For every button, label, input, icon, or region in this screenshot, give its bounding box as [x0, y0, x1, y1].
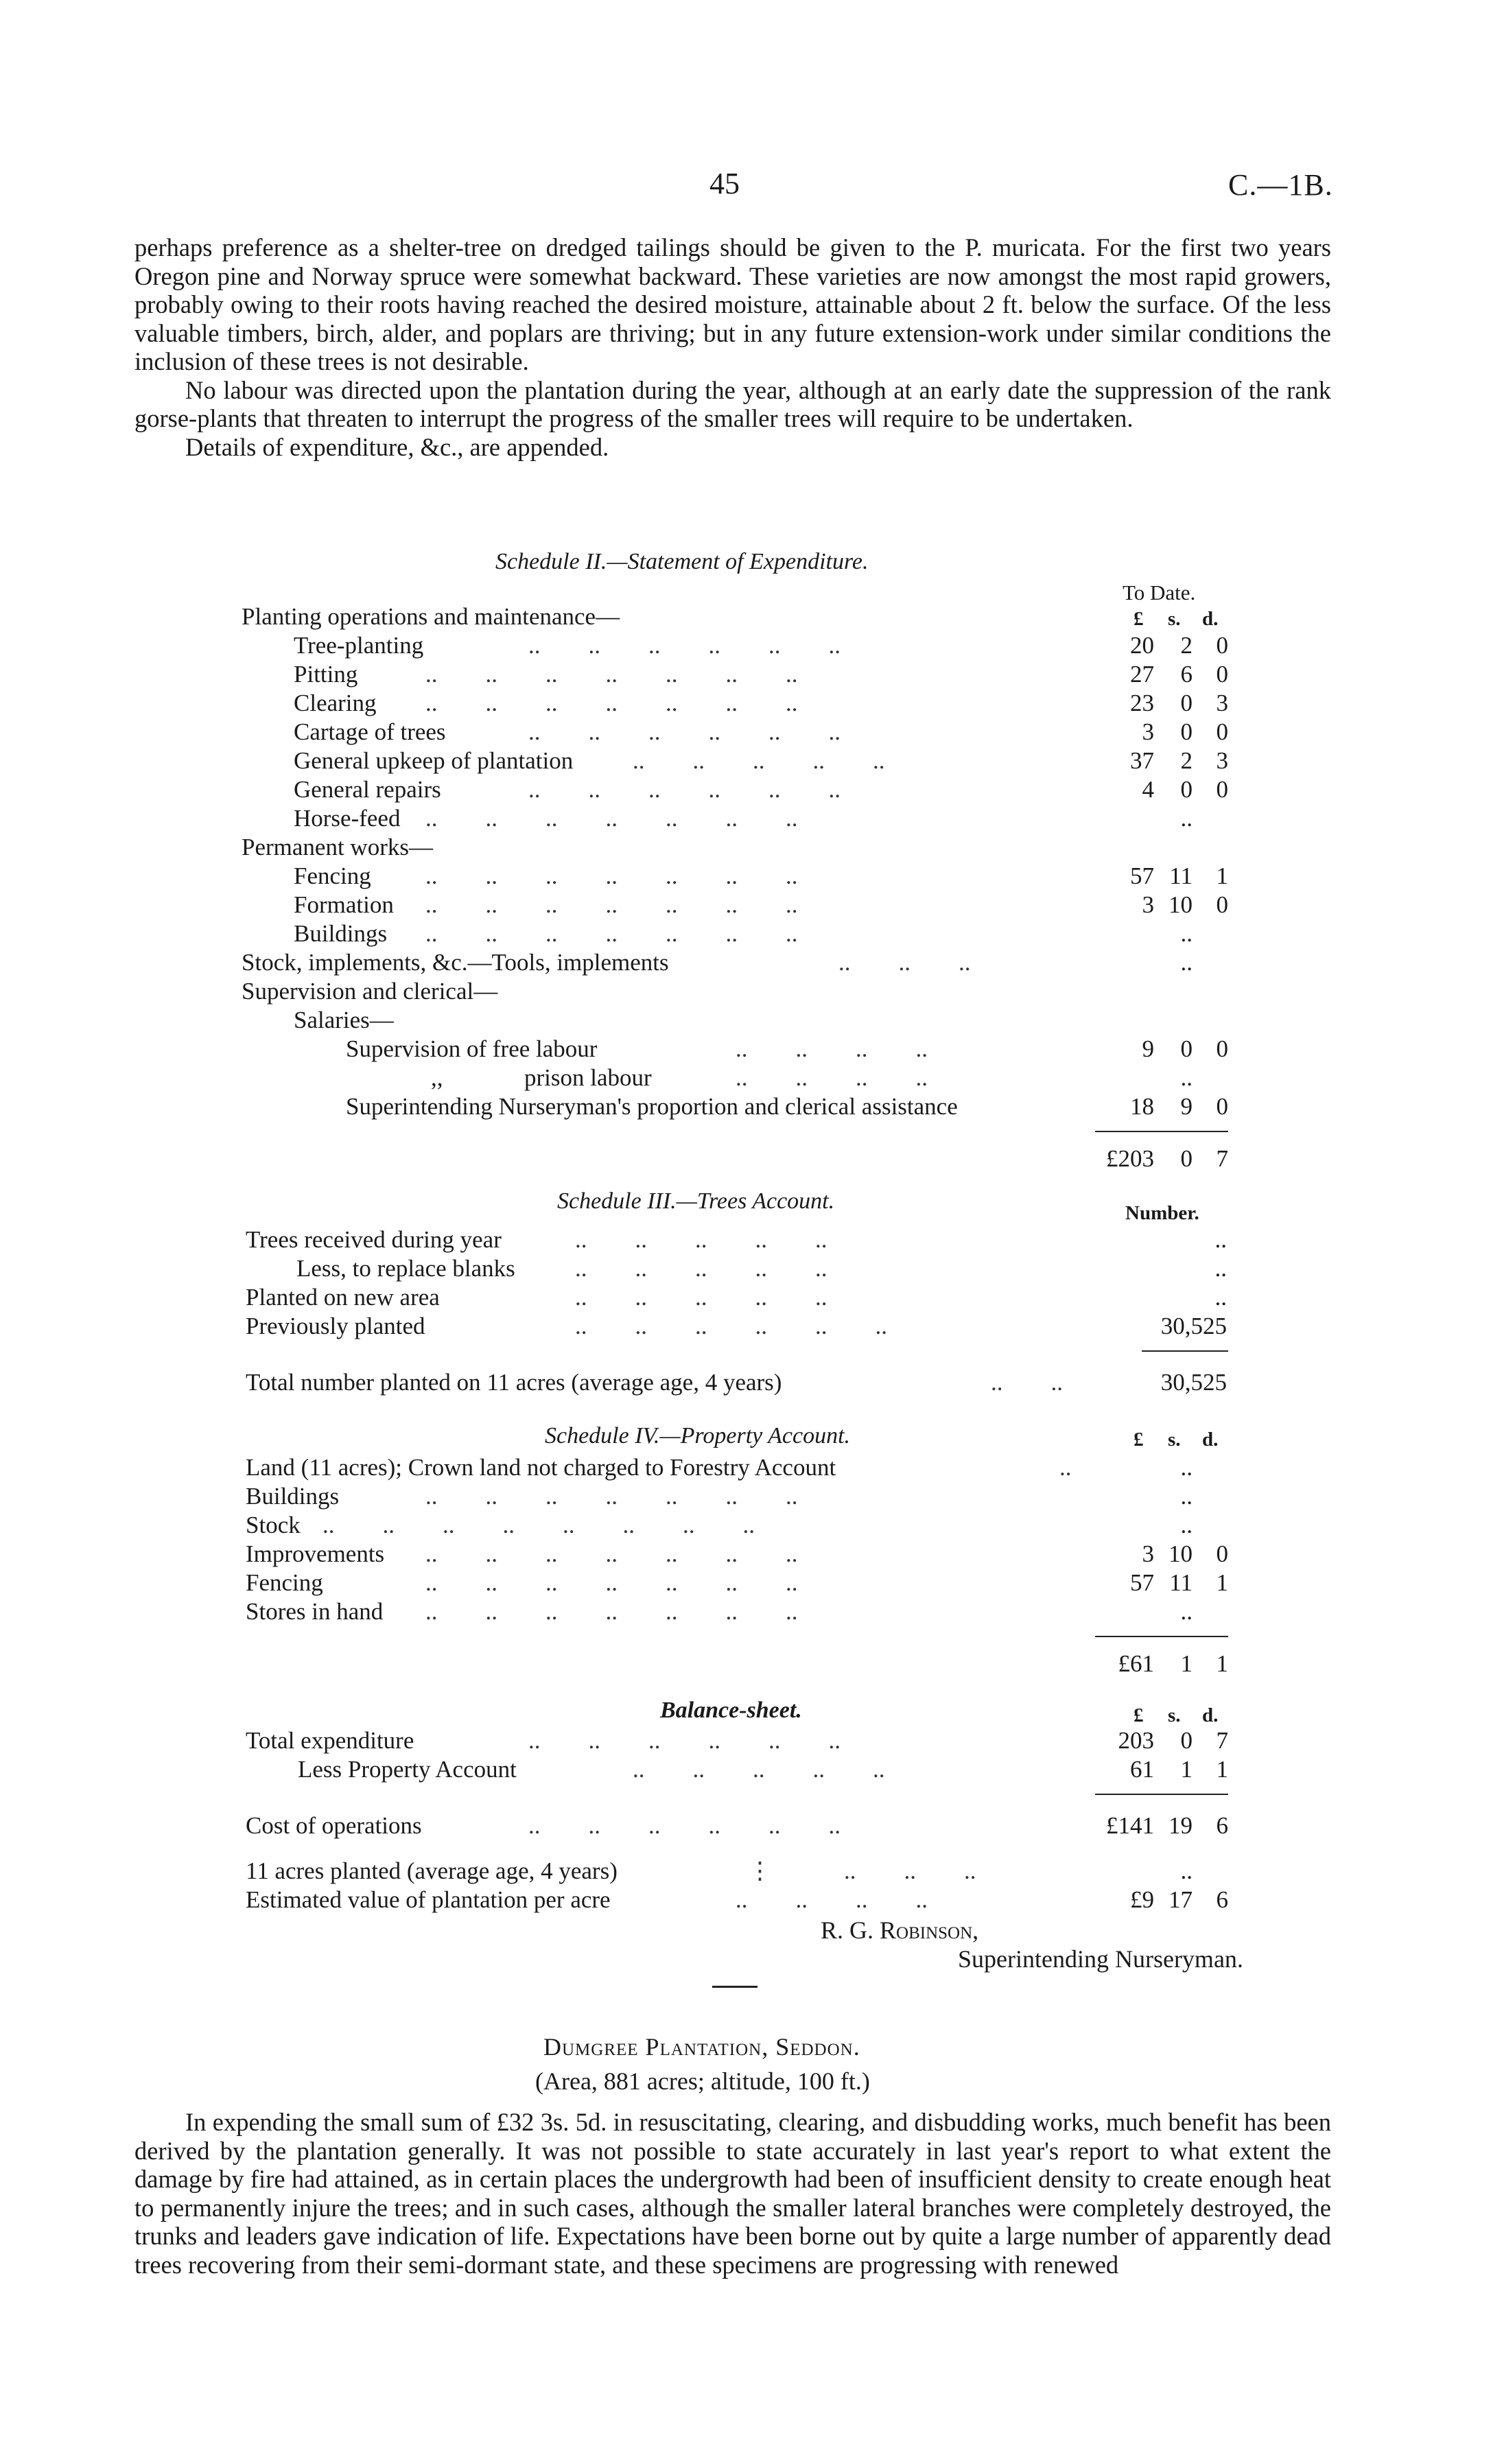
amount-pence: 1 — [1216, 863, 1228, 889]
col-pence: d. — [1202, 608, 1219, 630]
dumgree-subheading: (Area, 881 acres; altitude, 100 ft.) — [535, 2067, 870, 2095]
table-row: Cartage of trees .. .. .. .. .. .. 3 0 0 — [294, 718, 1228, 745]
amount-shillings: 11 — [1169, 1569, 1193, 1596]
tree-count: .. — [1214, 1284, 1227, 1311]
amount-pence: 3 — [1216, 747, 1228, 774]
table-row: Planted on new area .. .. .. .. .. .. — [246, 1284, 1227, 1311]
row-label: Trees received during year — [246, 1226, 502, 1253]
amount-shillings: 19 — [1169, 1812, 1193, 1839]
table-row — [0, 833, 1491, 862]
row-label: General upkeep of plantation — [294, 747, 574, 774]
table-row — [0, 602, 1491, 631]
total-row: Total number planted on 11 acres (average age, 4 years) .. .. 30,525 — [246, 1369, 1227, 1396]
amount-pence: 0 — [1216, 718, 1228, 745]
amount-pence: 6 — [1216, 1886, 1228, 1913]
signatory-title: Superintending Nurseryman. — [958, 1945, 1243, 1973]
table-row: Previously planted .. .. .. .. .. .. 30,525 — [246, 1313, 1227, 1339]
row-label: Fencing — [246, 1569, 323, 1596]
total-pence: 1 — [1216, 1650, 1228, 1677]
document-reference: C.—1B. — [1228, 168, 1333, 202]
col-shillings: s. — [1168, 608, 1181, 630]
row-label: Stock, implements, &c.—Tools, implements — [242, 949, 669, 976]
amount-pounds: 23 — [1130, 690, 1154, 716]
row-label: General repairs — [294, 776, 441, 803]
amount-pounds: 57 — [1130, 863, 1154, 889]
section-divider — [712, 1986, 758, 1988]
tree-count: 30,525 — [1160, 1313, 1227, 1339]
total-row — [0, 1650, 1491, 1678]
amount-pounds: 18 — [1130, 1093, 1154, 1120]
row-label: Cartage of trees — [294, 718, 446, 745]
row-label: Supervision of free labour — [346, 1035, 598, 1062]
amount-pence: 1 — [1216, 1569, 1228, 1596]
table-row: Less, to replace blanks .. .. .. .. .. .. — [296, 1255, 1227, 1282]
col-pence: d. — [1202, 1704, 1219, 1726]
row-label: Less, to replace blanks — [296, 1255, 515, 1282]
amount-pounds: 4 — [1142, 776, 1154, 803]
amount-pounds: 20 — [1130, 632, 1154, 659]
table-row: Horse-feed .. .. .. .. .. .. .. .. — [294, 805, 1193, 832]
col-pounds: £ — [1134, 1704, 1144, 1726]
col-pounds: £ — [1134, 608, 1144, 630]
table-row: Stock, implements, &c.—Tools, implements .. .. .. .. — [242, 949, 1193, 976]
table-row — [0, 1006, 1491, 1035]
cost-row: Cost of operations .. .. .. .. .. .. £141 19 6 — [246, 1812, 1228, 1839]
row-label: Total number planted on 11 acres (average age, 4 years) — [246, 1369, 782, 1396]
table-row — [0, 977, 1491, 1006]
amount-shillings: 2 — [1180, 632, 1193, 659]
table-row: Supervision of free labour .. .. .. .. 9 0 0 — [346, 1035, 1228, 1062]
signatory-name: R. G. Robinson, — [821, 1916, 979, 1944]
amount-pence: 0 — [1216, 1540, 1228, 1567]
amount-shillings: 6 — [1180, 661, 1193, 688]
amount-pence: 7 — [1216, 1727, 1228, 1754]
to-date-header: To Date. — [1123, 580, 1196, 605]
tree-count-total: 30,525 — [1160, 1369, 1227, 1396]
col-shillings: s. — [1168, 1429, 1181, 1451]
row-label: Tree-planting — [294, 632, 424, 659]
amount-blank: .. — [1180, 1454, 1193, 1481]
amount-blank: .. — [1180, 920, 1193, 947]
amount-pounds: 37 — [1130, 747, 1154, 774]
amount-shillings: 0 — [1180, 690, 1193, 716]
table-row: Improvements .. .. .. .. .. .. .. 3 10 0 — [246, 1540, 1228, 1567]
amount-pence: 6 — [1216, 1812, 1228, 1839]
amount-shillings: 0 — [1180, 718, 1193, 745]
number-header: Number. — [1125, 1202, 1199, 1224]
table-row: Stock .. .. .. .. .. .. .. .. .. — [246, 1512, 1193, 1538]
amount-pence: 0 — [1216, 776, 1228, 803]
amount-blank: .. — [1180, 1483, 1193, 1510]
total-shillings: 0 — [1180, 1145, 1193, 1172]
intro-paragraph-1: perhaps preference as a shelter-tree on dredged tailings should be given to the P. muricata. For the first two years Oregon pine and Norway spruce were somewhat backward. These varieties are now amongst the most rapid growers, probably owing to their roots having reached the desired moisture, attainable about 2 ft. below the surface. Of the less valuable timbers, birch, alder, and poplars are thriving; but in any future extension-work under similar conditions the inclusion of these trees is not desirable. — [134, 233, 1331, 375]
total-pounds: £61 — [1118, 1650, 1154, 1677]
row-label: Buildings — [246, 1483, 340, 1510]
amount-shillings: 10 — [1169, 891, 1193, 918]
table-row: Total expenditure .. .. .. .. .. .. 203 0 7 — [246, 1727, 1228, 1754]
amount-pounds: 203 — [1118, 1727, 1154, 1754]
row-label: prison labour — [524, 1064, 652, 1091]
amount-pence: 0 — [1216, 632, 1228, 659]
amount-blank: .. — [1180, 1064, 1193, 1091]
amount-pence: 0 — [1216, 1093, 1228, 1120]
amount-pounds: £9 — [1130, 1886, 1154, 1913]
rule-line — [1095, 1131, 1228, 1132]
col-shillings: s. — [1168, 1704, 1181, 1726]
row-label: Pitting — [294, 661, 358, 688]
intro-text — [134, 233, 1331, 461]
tree-count: .. — [1214, 1255, 1227, 1282]
row-label: Buildings — [294, 920, 388, 947]
amount-blank: .. — [1180, 1857, 1193, 1884]
row-label: Estimated value of plantation per acre — [246, 1886, 611, 1913]
table-row: Less Property Account .. .. .. .. .. 61 1 1 — [298, 1756, 1228, 1783]
amount-pounds: 9 — [1142, 1035, 1154, 1062]
intro-paragraph-2: No labour was directed upon the plantation during the year, although at an early date the suppression of the rank gorse-plants that threaten to interrupt the progress of the smaller trees will require to be undertaken. — [134, 375, 1331, 432]
amount-shillings: 0 — [1180, 1035, 1193, 1062]
row-label: Planted on new area — [246, 1284, 440, 1311]
table-row: Fencing .. .. .. .. .. .. .. 57 11 1 — [294, 863, 1228, 889]
schedule-2-title: Schedule II.—Statement of Expenditure. — [495, 549, 869, 574]
rule-line — [1095, 1636, 1228, 1637]
row-label: Stock — [246, 1512, 301, 1538]
row-label: Supervision and clerical— — [242, 978, 498, 1005]
table-row: Buildings .. .. .. .. .. .. .. .. — [246, 1483, 1193, 1510]
amount-pounds: 61 — [1130, 1756, 1154, 1783]
table-row: Buildings .. .. .. .. .. .. .. .. — [294, 920, 1193, 947]
total-pence: 7 — [1216, 1145, 1228, 1172]
row-label: Salaries— — [294, 1007, 394, 1033]
table-row: Trees received during year .. .. .. .. .. .. — [246, 1226, 1227, 1253]
balance-sheet-title: Balance-sheet. — [660, 1698, 802, 1723]
row-label: Less Property Account — [298, 1756, 517, 1783]
row-label: Horse-feed — [294, 805, 401, 832]
row-label: Stores in hand — [246, 1598, 384, 1625]
row-label: Clearing — [294, 690, 377, 716]
row-label: Improvements — [246, 1540, 385, 1567]
ditto-mark: ,, — [431, 1064, 443, 1091]
intro-paragraph-3: Details of expenditure, &c., are appended. — [185, 432, 609, 461]
amount-pence: 1 — [1216, 1756, 1228, 1783]
tree-count: .. — [1214, 1226, 1227, 1253]
amount-blank: .. — [1180, 805, 1193, 832]
table-row: General upkeep of plantation .. .. .. .. .. 37 2 3 — [294, 747, 1228, 774]
amount-shillings: 2 — [1180, 747, 1193, 774]
table-row: Estimated value of plantation per acre .. .. .. .. £9 17 6 — [246, 1886, 1228, 1913]
row-label: Cost of operations — [246, 1812, 422, 1839]
amount-shillings: 0 — [1180, 1727, 1193, 1754]
row-label: Fencing — [294, 863, 371, 889]
amount-shillings: 11 — [1169, 863, 1193, 889]
amount-blank: .. — [1180, 1598, 1193, 1625]
amount-pounds: 3 — [1142, 1540, 1154, 1567]
page-number: 45 — [709, 167, 740, 200]
table-row: ,, prison labour .. .. .. .. .. — [431, 1064, 1193, 1091]
amount-pence: 0 — [1216, 891, 1228, 918]
table-row: Clearing .. .. .. .. .. .. .. 23 0 3 — [294, 690, 1228, 716]
dumgree-heading: Dumgree Plantation, Seddon. — [543, 2033, 860, 2061]
amount-shillings: 10 — [1169, 1540, 1193, 1567]
amount-pence: 0 — [1216, 661, 1228, 688]
table-row: Fencing .. .. .. .. .. .. .. 57 11 1 — [246, 1569, 1228, 1596]
row-label: Superintending Nurseryman's proportion and clerical assistance — [346, 1093, 958, 1120]
table-row — [0, 1092, 1491, 1121]
amount-pounds: £141 — [1106, 1812, 1154, 1839]
schedule-4-title: Schedule IV.—Property Account. — [545, 1423, 851, 1448]
amount-pounds: 3 — [1142, 718, 1154, 745]
dumgree-paragraph-1: In expending the small sum of £32 3s. 5d. in resuscitating, clearing, and disbudding works, much benefit has been derived by the plantation generally. It was not possible to state accurately in last year's report to what extent the damage by fire had attained, as in certain places the undergrowth had been of insufficient density to create enough heat to permanently injure the trees; and in such cases, although the smaller lateral branches were completely destroyed, the trunks and leaders gave indication of life. Expectations have been borne out by quite a large number of apparently dead trees recovering from their semi-dormant state, and these specimens are progressing with renewed — [134, 2108, 1331, 2279]
col-pounds: £ — [1134, 1429, 1144, 1451]
table-row: General repairs .. .. .. .. .. .. 4 0 0 — [294, 776, 1228, 803]
row-label: Previously planted — [246, 1313, 425, 1339]
table-row: Formation .. .. .. .. .. .. .. 3 10 0 — [294, 891, 1228, 918]
amount-shillings: 9 — [1180, 1093, 1193, 1120]
amount-pence: 3 — [1216, 690, 1228, 716]
table-row: Tree-planting .. .. .. .. .. .. 20 2 0 — [294, 632, 1228, 659]
amount-blank: .. — [1180, 1512, 1193, 1538]
total-pounds: £203 — [1106, 1145, 1154, 1172]
row-label: Permanent works— — [242, 834, 433, 860]
rule-line — [1142, 1350, 1228, 1352]
row-label: Formation — [294, 891, 394, 918]
table-row: 11 acres planted (average age, 4 years) ⋮ .. .. .. .. — [246, 1857, 1193, 1884]
table-row: Stores in hand .. .. .. .. .. .. .. .. — [246, 1598, 1193, 1625]
table-row: Pitting .. .. .. .. .. .. .. 27 6 0 — [294, 661, 1228, 688]
row-label: 11 acres planted (average age, 4 years) — [246, 1857, 618, 1884]
table-row: Land (11 acres); Crown land not charged to Forestry Account .. .. — [246, 1454, 1193, 1481]
amount-blank: .. — [1180, 949, 1193, 976]
rule-line — [1095, 1794, 1228, 1795]
amount-pence: 0 — [1216, 1035, 1228, 1062]
amount-pounds: 57 — [1130, 1569, 1154, 1596]
total-row — [0, 1145, 1491, 1173]
row-label: Total expenditure — [246, 1727, 414, 1754]
row-label: Planting operations and maintenance— — [242, 603, 620, 630]
amount-shillings: 17 — [1169, 1886, 1193, 1913]
total-shillings: 1 — [1180, 1650, 1193, 1677]
amount-shillings: 1 — [1180, 1756, 1193, 1783]
dumgree-text — [134, 2108, 1331, 2279]
amount-pounds: 3 — [1142, 891, 1154, 918]
schedule-3-title: Schedule III.—Trees Account. — [557, 1188, 835, 1214]
col-pence: d. — [1202, 1429, 1219, 1451]
amount-shillings: 0 — [1180, 776, 1193, 803]
row-label: Land (11 acres); Crown land not charged to Forestry Account — [246, 1454, 836, 1481]
amount-pounds: 27 — [1130, 661, 1154, 688]
